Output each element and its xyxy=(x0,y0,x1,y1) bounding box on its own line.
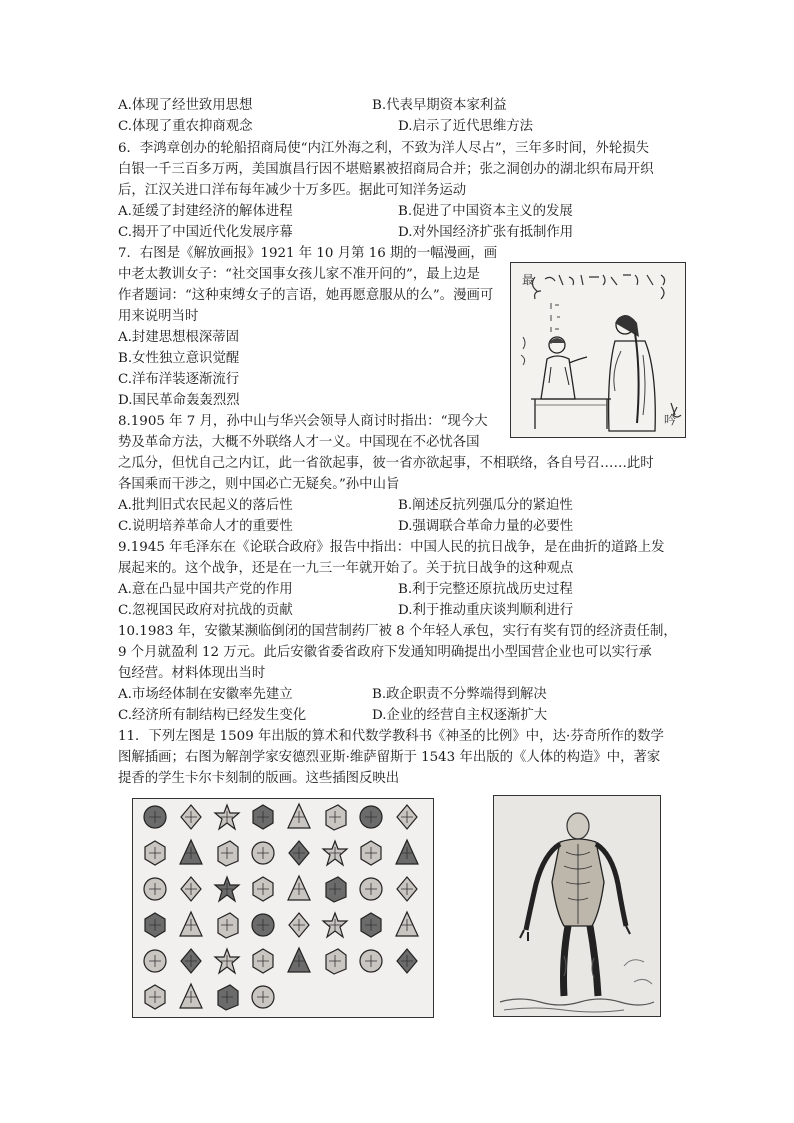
polyhedron-sketch xyxy=(253,877,273,901)
polyhedron-sketch xyxy=(180,840,202,864)
q7-option-c: C.洋布洋装逐渐流行 xyxy=(118,372,240,387)
polyhedron-sketch xyxy=(288,804,310,828)
q10-stem-line-2: 9 个月就盈利 12 万元。此后安徽省委省政府下发通知明确提出小型国营企业也可以实行承 xyxy=(118,645,652,660)
q10-stem-line-3: 包经营。材料体现出当时 xyxy=(118,666,266,681)
q8-option-c: C.说明培养革命人才的重要性 xyxy=(118,519,293,534)
polyhedron-sketch xyxy=(218,913,238,938)
q6-option-a: A.延缓了封建经济的解体进程 xyxy=(118,204,293,219)
q5-option-a: A.体现了经世致用思想 xyxy=(118,98,253,113)
cartoon-signature: 吟 xyxy=(664,413,677,427)
polyhedron-sketch xyxy=(180,984,202,1008)
anatomy-image xyxy=(493,795,661,1017)
cartoon-illustration xyxy=(511,263,685,437)
polyhedron-sketch xyxy=(397,805,417,829)
polyhedron-sketch xyxy=(144,950,166,972)
polyhedron-sketch xyxy=(144,806,166,828)
q6-stem-line-2: 白银一千三百多万两，美国旗昌行因不堪赔累被招商局合并；张之洞创办的湖北织布局开织 xyxy=(118,162,654,177)
cartoon-image xyxy=(510,262,686,438)
polyhedron-sketch xyxy=(218,985,238,1010)
q11-stem-line-2: 图解插画；右图为解剖学家安德烈亚斯·维萨留斯于 1543 年出版的《人体的构造》中，著家 xyxy=(118,750,661,765)
q7-option-d: D.国民革命轰轰烈烈 xyxy=(118,393,240,408)
q7-option-b: B.女性独立意识觉醒 xyxy=(118,351,240,366)
q10-stem-line-1: 10.1983 年，安徽某濒临倒闭的国营制药厂被 8 个年轻人承包，实行有奖有罚的经济责任制， xyxy=(118,624,677,639)
polyhedron-sketch xyxy=(323,913,347,937)
polyhedron-sketch xyxy=(215,805,239,829)
polyhedron-sketch xyxy=(253,805,273,829)
q10-option-d: D.企业的经营自主权逐渐扩大 xyxy=(372,708,548,723)
polyhedron-sketch xyxy=(397,877,417,901)
polyhedron-sketch xyxy=(145,841,165,865)
polyhedron-sketch xyxy=(218,841,238,866)
geometric-solids-grid xyxy=(133,799,433,1017)
q8-stem-line-4: 各国乘而干涉之，则中国必亡无疑矣。”孙中山旨 xyxy=(118,477,400,492)
anatomy-illustration xyxy=(494,796,660,1016)
q11-stem-line-1: 11．下列左图是 1509 年出版的算术和代数学教科书《神圣的比例》中，达·芬奇所作的数学 xyxy=(118,729,664,744)
q9-option-c: C.忽视国民政府对抗战的贡献 xyxy=(118,603,293,618)
polyhedron-sketch xyxy=(326,805,346,830)
q9-stem-line-2: 展起来的。这个战争，还是在一九三一年就开始了。关于抗日战争的这种观点 xyxy=(118,561,574,576)
q6-option-b: B.促进了中国资本主义的发展 xyxy=(398,204,573,219)
q10-option-a: A.市场经体制在安徽率先建立 xyxy=(118,687,293,702)
polyhedron-sketch xyxy=(144,878,166,900)
cartoon-caption-mark: 最 xyxy=(522,273,535,287)
polyhedron-sketch xyxy=(181,877,201,901)
polyhedron-sketch xyxy=(360,806,382,828)
q10-option-c: C.经济所有制结构已经发生变化 xyxy=(118,708,307,723)
polyhedron-sketch xyxy=(289,841,309,865)
q9-option-a: A.意在凸显中国共产党的作用 xyxy=(118,582,293,597)
polyhedron-sketch xyxy=(180,912,202,936)
q6-option-c: C.揭开了中国近代化发展序幕 xyxy=(118,225,293,240)
q5-option-b: B.代表早期资本家利益 xyxy=(372,98,507,113)
polyhedron-sketch xyxy=(361,913,381,937)
q9-stem-line-1: 9.1945 年毛泽东在《论联合政府》报告中指出：中国人民的抗日战争，是在曲折的道路上发 xyxy=(118,540,665,555)
polyhedron-sketch xyxy=(289,913,309,937)
q8-stem-line-1: 8.1905 年 7 月，孙中山与华兴会领导人商讨时指出：“现今大 xyxy=(118,414,488,429)
q9-option-d: D.利于推动重庆谈判顺利进行 xyxy=(398,603,574,618)
polyhedron-sketch xyxy=(181,805,201,829)
q8-stem-line-2: 势及革命方法，大概不外联络人才一义。中国现在不必忧各国 xyxy=(118,435,480,450)
polyhedron-sketch xyxy=(326,949,346,974)
q5-option-c: C.体现了重农抑商观念 xyxy=(118,119,253,134)
polyhedron-sketch xyxy=(253,949,273,973)
q6-option-d: D.对外国经济扩张有抵制作用 xyxy=(398,225,574,240)
q6-stem-line-3: 后，江汉关进口洋布每年减少十万多匹。据此可知洋务运动 xyxy=(118,183,467,198)
polyhedron-sketch xyxy=(397,949,417,973)
q7-option-a: A.封建思想根深蒂固 xyxy=(118,330,240,345)
q7-stem-line-3: 作者题词：“这种束缚女子的言语，她再愿意服从的么”。漫画可 xyxy=(118,288,494,303)
polyhedron-sketch xyxy=(288,876,310,900)
polyhedron-sketch xyxy=(252,986,274,1008)
polyhedron-sketch xyxy=(323,841,347,865)
polyhedron-sketch xyxy=(145,985,165,1009)
q7-stem-line-1: 7．右图是《解放画报》1921 年 10 月第 16 期的一幅漫画，画 xyxy=(118,246,498,261)
q7-stem-line-4: 用来说明当时 xyxy=(118,309,199,324)
q7-stem-line-2: 中老太教训女子：“社交国事女孩儿家不准开问的”，最上边是 xyxy=(118,267,480,282)
polyhedron-sketch xyxy=(360,950,382,972)
q10-option-b: B.政企职责不分弊端得到解决 xyxy=(372,687,547,702)
q6-stem-line-1: 6．李鸿章创办的轮船招商局使“内江外海之利，不致为洋人尽占”，三年多时间，外轮损失 xyxy=(118,141,650,156)
polyhedron-sketch xyxy=(396,840,418,864)
polyhedron-sketch xyxy=(360,878,382,900)
polyhedron-sketch xyxy=(252,842,274,864)
q11-stem-line-3: 提香的学生卡尔卡刻制的版画。这些插图反映出 xyxy=(118,771,400,786)
q8-stem-line-3: 之瓜分，但忧自己之内讧，此一省欲起事，彼一省亦欲起事，不相联络，各自号召……此时 xyxy=(118,456,654,471)
polyhedron-sketch xyxy=(215,949,239,973)
polyhedron-sketch xyxy=(326,877,346,902)
polyhedron-sketch xyxy=(252,914,274,936)
q8-option-d: D.强调联合革命力量的必要性 xyxy=(398,519,574,534)
q8-option-a: A.批判旧式农民起义的落后性 xyxy=(118,498,293,513)
q8-option-b: B.阐述反抗列强瓜分的紧迫性 xyxy=(398,498,573,513)
q5-option-d: D.启示了近代思维方法 xyxy=(398,119,534,134)
polyhedron-sketch xyxy=(396,912,418,936)
polyhedron-sketch xyxy=(361,841,381,865)
polyhedron-sketch xyxy=(145,913,165,937)
geometric-solids-image xyxy=(132,798,434,1018)
polyhedron-sketch xyxy=(288,948,310,972)
q9-option-b: B.利于完整还原抗战历史过程 xyxy=(398,582,573,597)
polyhedron-sketch xyxy=(215,877,239,901)
polyhedron-sketch xyxy=(181,949,201,973)
